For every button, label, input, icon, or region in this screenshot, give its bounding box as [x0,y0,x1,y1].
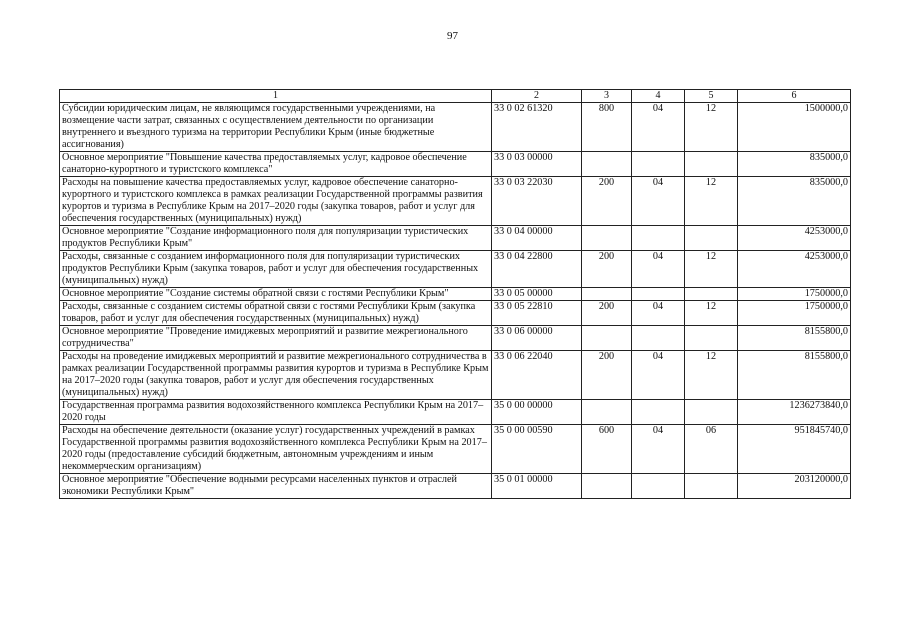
table-row [60,103,851,152]
table-row [60,177,851,226]
table-row [60,251,851,288]
row-code-cell: 35 0 00 00590 [492,425,582,474]
row-name-cell: Субсидии юридическим лицам, не являющимся государственными учреждениями, на возмещение части затрат, связанных с осуществлением деятельности по организации внутреннего и въездного туризма на территории Республики Крым (иные бюджетные ассигнования) [60,103,492,152]
row-expense-type-cell [582,400,632,425]
table-row [60,326,851,351]
row-subsection-cell: 12 [685,351,738,400]
row-name-cell: Расходы на проведение имиджевых мероприятий и развитие межрегионального сотрудничества в рамках реализации Государственной программы развития курортов и туризма в Республике Крым на 2017–2020 годы (закупка товаров, работ и услуг для обеспечения государственных (муниципальных) нужд) [60,351,492,400]
row-expense-type-cell [582,474,632,499]
column-header: 2 [492,90,582,103]
row-code-cell: 33 0 06 00000 [492,326,582,351]
row-amount-cell: 951845740,0 [738,425,851,474]
row-name-cell: Расходы, связанные с созданием информационного поля для популяризации туристических продуктов Республики Крым (закупка товаров, работ и услуг для обеспечения государственных (муниципальных) нужд) [60,251,492,288]
row-code-cell: 33 0 03 22030 [492,177,582,226]
row-code-cell: 33 0 06 22040 [492,351,582,400]
row-subsection-cell: 12 [685,103,738,152]
row-subsection-cell [685,288,738,301]
row-expense-type-cell: 800 [582,103,632,152]
table-row [60,226,851,251]
row-subsection-cell [685,400,738,425]
row-name-cell: Государственная программа развития водохозяйственного комплекса Республики Крым на 2017–2020 годы [60,400,492,425]
row-code-cell: 33 0 02 61320 [492,103,582,152]
row-expense-type-cell: 200 [582,177,632,226]
row-expense-type-cell [582,326,632,351]
row-amount-cell: 1500000,0 [738,103,851,152]
table-row [60,474,851,499]
row-name-cell: Основное мероприятие "Повышение качества предоставляемых услуг, кадровое обеспечение санаторно-курортного и туристского комплекса" [60,152,492,177]
row-subsection-cell: 12 [685,177,738,226]
row-subsection-cell [685,326,738,351]
row-name-cell: Основное мероприятие "Обеспечение водными ресурсами населенных пунктов и отраслей экономики Республики Крым" [60,474,492,499]
row-amount-cell: 4253000,0 [738,251,851,288]
row-section-cell [632,226,685,251]
table-header-row [60,90,851,103]
row-code-cell: 35 0 01 00000 [492,474,582,499]
column-header: 5 [685,90,738,103]
table-row [60,425,851,474]
row-expense-type-cell [582,226,632,251]
row-expense-type-cell: 600 [582,425,632,474]
row-name-cell: Расходы на обеспечение деятельности (оказание услуг) государственных учреждений в рамках Государственной программы развития водохозяйственного комплекса Республики Крым на 2017–2020 годы (предоставление субсидий бюджетным, автономным учреждениям и иным некоммерческим организациям) [60,425,492,474]
row-name-cell: Основное мероприятие "Создание системы обратной связи с гостями Республики Крым" [60,288,492,301]
row-section-cell [632,288,685,301]
row-section-cell [632,152,685,177]
row-section-cell: 04 [632,351,685,400]
row-section-cell [632,474,685,499]
table-row [60,400,851,425]
row-amount-cell: 835000,0 [738,177,851,226]
row-subsection-cell [685,152,738,177]
row-section-cell: 04 [632,301,685,326]
row-code-cell: 33 0 04 22800 [492,251,582,288]
row-expense-type-cell: 200 [582,351,632,400]
row-subsection-cell [685,226,738,251]
row-amount-cell: 8155800,0 [738,351,851,400]
row-amount-cell: 1236273840,0 [738,400,851,425]
table-row [60,152,851,177]
row-section-cell [632,400,685,425]
row-name-cell: Расходы на повышение качества предоставляемых услуг, кадровое обеспечение санаторно-курортного и туристского комплекса в рамках реализации Государственной программы развития курортов и туризма в Республике Крым на 2017–2020 годы (закупка товаров, работ и услуг для обеспечения государственных (муниципальных) нужд) [60,177,492,226]
row-section-cell: 04 [632,425,685,474]
row-name-cell: Основное мероприятие "Проведение имиджевых мероприятий и развитие межрегионального сотрудничества" [60,326,492,351]
row-amount-cell: 1750000,0 [738,288,851,301]
row-amount-cell: 203120000,0 [738,474,851,499]
column-header: 3 [582,90,632,103]
row-code-cell: 33 0 05 22810 [492,301,582,326]
table-row [60,351,851,400]
row-name-cell: Расходы, связанные с созданием системы обратной связи с гостями Республики Крым (закупка товаров, работ и услуг для обеспечения государственных (муниципальных) нужд) [60,301,492,326]
row-section-cell: 04 [632,103,685,152]
row-amount-cell: 835000,0 [738,152,851,177]
row-amount-cell: 4253000,0 [738,226,851,251]
row-subsection-cell [685,474,738,499]
table-row [60,301,851,326]
row-code-cell: 33 0 03 00000 [492,152,582,177]
row-expense-type-cell [582,152,632,177]
row-section-cell: 04 [632,177,685,226]
column-header: 6 [738,90,851,103]
row-code-cell: 35 0 00 00000 [492,400,582,425]
row-expense-type-cell: 200 [582,251,632,288]
row-amount-cell: 8155800,0 [738,326,851,351]
row-code-cell: 33 0 05 00000 [492,288,582,301]
row-expense-type-cell [582,288,632,301]
row-name-cell: Основное мероприятие "Создание информационного поля для популяризации туристических продуктов Республики Крым" [60,226,492,251]
row-code-cell: 33 0 04 00000 [492,226,582,251]
row-subsection-cell: 06 [685,425,738,474]
table-body [60,103,851,499]
column-header: 1 [60,90,492,103]
row-expense-type-cell: 200 [582,301,632,326]
row-section-cell [632,326,685,351]
table-row [60,288,851,301]
row-amount-cell: 1750000,0 [738,301,851,326]
page-number: 97 [447,30,458,42]
row-subsection-cell: 12 [685,251,738,288]
row-section-cell: 04 [632,251,685,288]
row-subsection-cell: 12 [685,301,738,326]
column-header: 4 [632,90,685,103]
budget-table [59,89,851,499]
